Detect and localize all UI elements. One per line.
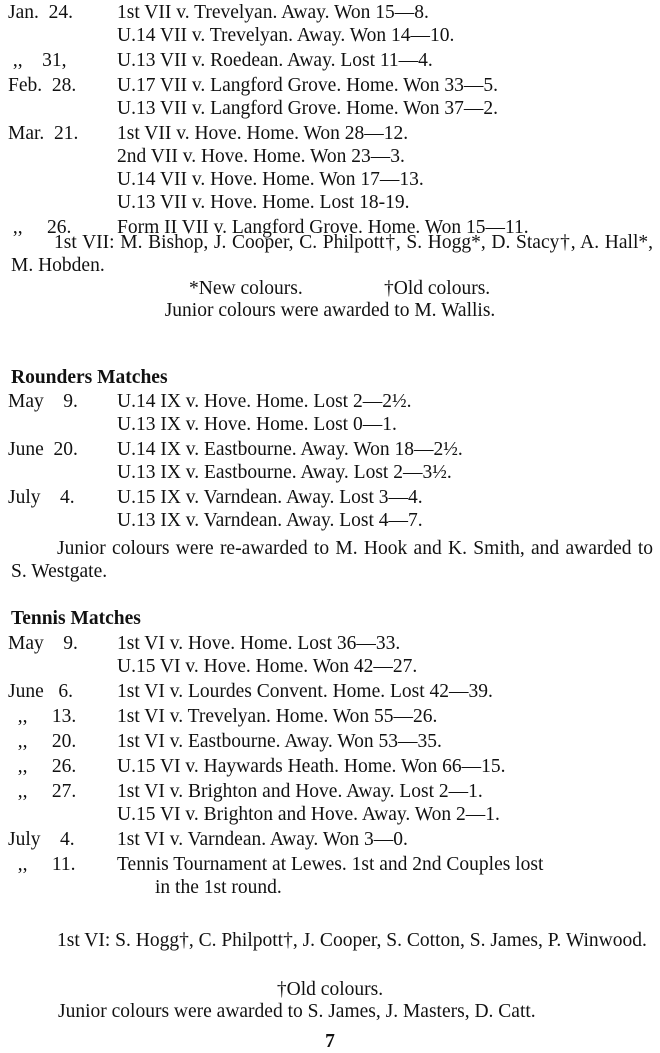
fixture-line: 1st VI v. Varndean. Away. Won 3—0. [117,829,408,850]
fixture-line: U.13 IX v. Eastbourne. Away. Lost 2—3½. [117,462,452,483]
fixture-line: U.13 IX v. Varndean. Away. Lost 4—7. [117,510,423,531]
fixture-date: ,, 26. [8,756,77,777]
fixture-line: U.15 VI v. Hove. Home. Won 42—27. [117,656,418,677]
tennis-junior-colours: Junior colours were awarded to S. James, J. Masters, D. Catt. [58,1001,536,1022]
fixture-line: 1st VII v. Trevelyan. Away. Won 15—8. [117,2,429,23]
fixture-line: U.15 VI v. Brighton and Hove. Away. Won 2—1. [117,804,500,825]
fixture-date: June 20. [8,439,78,460]
fixture-line: U.14 IX v. Eastbourne. Away. Won 18—2½. [117,439,463,460]
fixture-entry [0,390,660,436]
fixture-line: Form II VII v. Langford Grove. Home. Won 15—11. [117,217,529,238]
fixture-date: Feb. 28. [8,75,77,96]
fixture-entry [0,74,660,120]
old-colours-key: †Old colours. [276,979,384,1000]
netball-fixtures [0,1,660,239]
fixture-date: July 4. [8,829,75,850]
tennis-team-list: 1st VI: S. Hogg†, C. Philpott†, J. Cooper, S. Cotton, S. James, P. Winwood. [57,930,647,951]
fixture-line: U.13 VII v. Roedean. Away. Lost 11—4. [117,50,433,71]
fixture-line: U.13 VII v. Hove. Home. Lost 18-19. [117,192,410,213]
fixture-date: ,, 13. [8,706,77,727]
fixture-date: ,, 31, [8,50,67,71]
fixture-date: ,, 11. [8,854,76,875]
fixture-line: U.13 VII v. Langford Grove. Home. Won 37—2. [117,98,498,119]
tennis-fixtures [0,632,660,899]
fixture-line: U.14 IX v. Hove. Home. Lost 2—2½. [117,391,412,412]
fixture-line: 1st VII v. Hove. Home. Won 28—12. [117,123,409,144]
fixture-entry [0,49,660,72]
fixture-entry [0,1,660,47]
new-colours-key: *New colours. [189,278,303,299]
old-colours-key: †Old colours. [384,278,491,299]
fixture-date: ,, 20. [8,731,77,752]
fixture-entry [0,632,660,678]
netball-team-list: 1st VII: M. Bishop, J. Cooper, C. Philpott†, S. Hogg*, D. Stacy†, A. Hall*, M. Hobden. [11,232,653,276]
fixture-date: May 9. [8,633,78,654]
tennis-heading: Tennis Matches [11,608,141,629]
fixture-date: Jan. 24. [8,2,73,23]
fixture-entry [0,486,660,532]
fixture-entry [0,680,660,703]
fixture-line: 1st VI v. Hove. Home. Lost 36—33. [117,633,401,654]
netball-junior-colours: Junior colours were awarded to M. Wallis. [164,300,496,321]
fixture-date: May 9. [8,391,78,412]
page-number: 7 [325,1031,335,1052]
fixture-entry [0,705,660,728]
fixture-line: 1st VI v. Eastbourne. Away. Won 53—35. [117,731,442,752]
fixture-entry [0,438,660,484]
fixture-entry [0,755,660,778]
fixture-entry [0,828,660,851]
fixture-entry [0,122,660,214]
fixture-line: U.17 VII v. Langford Grove. Home. Won 33—5. [117,75,498,96]
fixture-line: U.15 IX v. Varndean. Away. Lost 3—4. [117,487,423,508]
fixture-line: 1st VI v. Lourdes Convent. Home. Lost 42—39. [117,681,493,702]
fixture-entry [0,780,660,826]
fixture-entry [0,730,660,753]
fixture-date: ,, 27. [8,781,77,802]
fixture-line: Tennis Tournament at Lewes. 1st and 2nd Couples lost [117,854,544,875]
fixture-line: in the 1st round. [155,877,282,898]
tournament-entry [0,853,660,899]
fixture-line: U.13 IX v. Hove. Home. Lost 0—1. [117,414,397,435]
fixture-date: July 4. [8,487,75,508]
rounders-heading: Rounders Matches [11,367,168,388]
fixture-date: ,, 26. [8,217,72,238]
fixture-line: 1st VI v. Trevelyan. Home. Won 55—26. [117,706,438,727]
fixture-date: Mar. 21. [8,123,79,144]
fixture-line: U.15 VI v. Haywards Heath. Home. Won 66—15. [117,756,506,777]
fixture-line: 1st VI v. Brighton and Hove. Away. Lost 2—1. [117,781,483,802]
fixture-line: U.14 VII v. Hove. Home. Won 17—13. [117,169,424,190]
fixture-line: 2nd VII v. Hove. Home. Won 23—3. [117,146,405,167]
rounders-fixtures [0,390,660,532]
rounders-junior-colours: Junior colours were re-awarded to M. Hook and K. Smith, and awarded to S. Westgate. [11,538,653,582]
fixture-line: U.14 VII v. Trevelyan. Away. Won 14—10. [117,25,455,46]
fixture-date: June 6. [8,681,73,702]
